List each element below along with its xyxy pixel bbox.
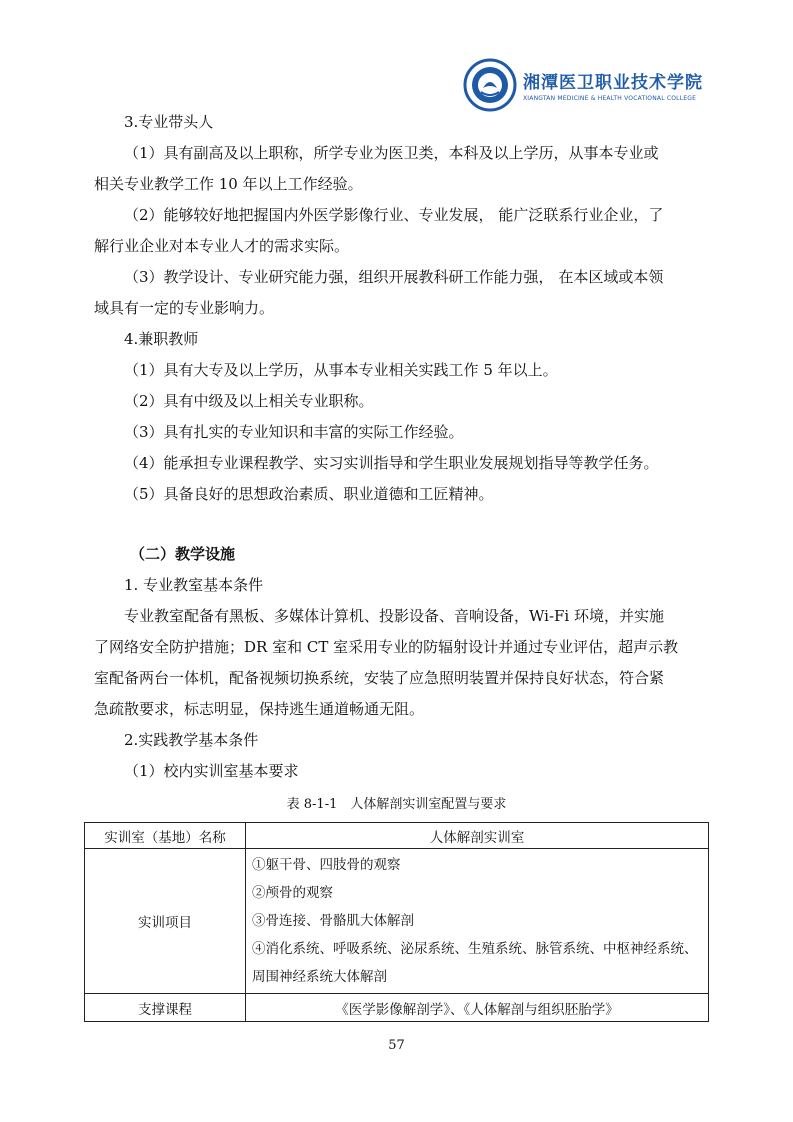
table-row bbox=[85, 849, 709, 994]
parttime-item-4: （4）能承担专业课程教学、实习实训指导和学生职业发展规划指导等教学任务。 bbox=[124, 454, 659, 472]
parttime-item-1: （1）具有大专及以上学历，从事本专业相关实践工作 5 年以上。 bbox=[124, 361, 558, 379]
course-value-cell: 《医学影像解剖学》、《人体解剖与组织胚胎学》 bbox=[246, 994, 709, 1022]
parttime-heading: 4.兼职教师 bbox=[124, 330, 199, 348]
list-item: 周围神经系统大体解剖 bbox=[252, 969, 387, 985]
school-name-english: XIANGTAN MEDICINE & HEALTH VOCATIONAL COLLEGE bbox=[523, 95, 697, 102]
items-label-cell: 实训项目 bbox=[85, 849, 246, 994]
classroom-line-4: 急疏散要求，标志明显，保持逃生通道畅通无阻。 bbox=[94, 700, 425, 718]
leader-line-1: （1）具有副高及以上职称，所学专业为医卫类，本科及以上学历，从事本专业或 bbox=[124, 144, 659, 162]
classroom-line-2: 了网络安全防护措施；DR 室和 CT 室采用专业的防辐射设计并通过专业评估，超声示教 bbox=[94, 638, 679, 656]
list-item: ①躯干骨、四肢骨的观察 bbox=[252, 857, 401, 873]
table-row bbox=[85, 994, 709, 1022]
page-number: 57 bbox=[388, 1038, 405, 1053]
course-label-cell: 支撑课程 bbox=[85, 994, 246, 1022]
classroom-line-1: 专业教室配备有黑板、多媒体计算机、投影设备、音响设备，Wi-Fi 环境，并实施 bbox=[124, 607, 664, 625]
table-row bbox=[85, 823, 709, 849]
facilities-heading: （二）教学设施 bbox=[130, 545, 236, 563]
items-value-cell bbox=[246, 849, 709, 994]
table-caption: 表 8-1-1 人体解剖实训室配置与要求 bbox=[286, 797, 507, 812]
leader-line-6: 域具有一定的专业影响力。 bbox=[94, 299, 275, 317]
parttime-item-5: （5）具备良好的思想政治素质、职业道德和工匠精神。 bbox=[124, 485, 494, 503]
leader-line-2: 相关专业教学工作 10 年以上工作经验。 bbox=[94, 175, 363, 193]
classroom-heading: 1. 专业教室基本条件 bbox=[124, 576, 264, 594]
parttime-item-2: （2）具有中级及以上相关专业职称。 bbox=[124, 392, 374, 410]
leader-line-3: （2）能够较好地把握国内外医学影像行业、专业发展， 能广泛联系行业企业，了 bbox=[124, 206, 664, 224]
header-value-cell: 人体解剖实训室 bbox=[246, 823, 709, 849]
lab-config-table bbox=[84, 822, 709, 1022]
leader-line-4: 解行业企业对本专业人才的需求实际。 bbox=[94, 237, 350, 255]
header-label-cell: 实训室（基地）名称 bbox=[85, 823, 246, 849]
classroom-line-3: 室配备两台一体机，配备视频切换系统，安装了应急照明装置并保持良好状态，符合紧 bbox=[94, 669, 665, 687]
list-item: ②颅骨的观察 bbox=[252, 885, 333, 901]
school-name: 湘潭医卫职业技术学院 bbox=[523, 73, 703, 93]
parttime-item-3: （3）具有扎实的专业知识和丰富的实际工作经验。 bbox=[124, 423, 464, 441]
list-item: ③骨连接、骨骼肌大体解剖 bbox=[252, 913, 414, 929]
list-item: ④消化系统、呼吸系统、泌尿系统、生殖系统、脉管系统、中枢神经系统、 bbox=[252, 941, 698, 957]
college-logo-icon bbox=[463, 58, 517, 112]
page-header bbox=[463, 58, 703, 112]
practice-heading: 2.实践教学基本条件 bbox=[124, 731, 259, 749]
leader-line-5: （3）教学设计、专业研究能力强，组织开展教科研工作能力强， 在本区域或本领 bbox=[124, 268, 664, 286]
leader-heading: 3.专业带头人 bbox=[124, 113, 214, 131]
oncampus-heading: （1）校内实训室基本要求 bbox=[124, 762, 299, 780]
